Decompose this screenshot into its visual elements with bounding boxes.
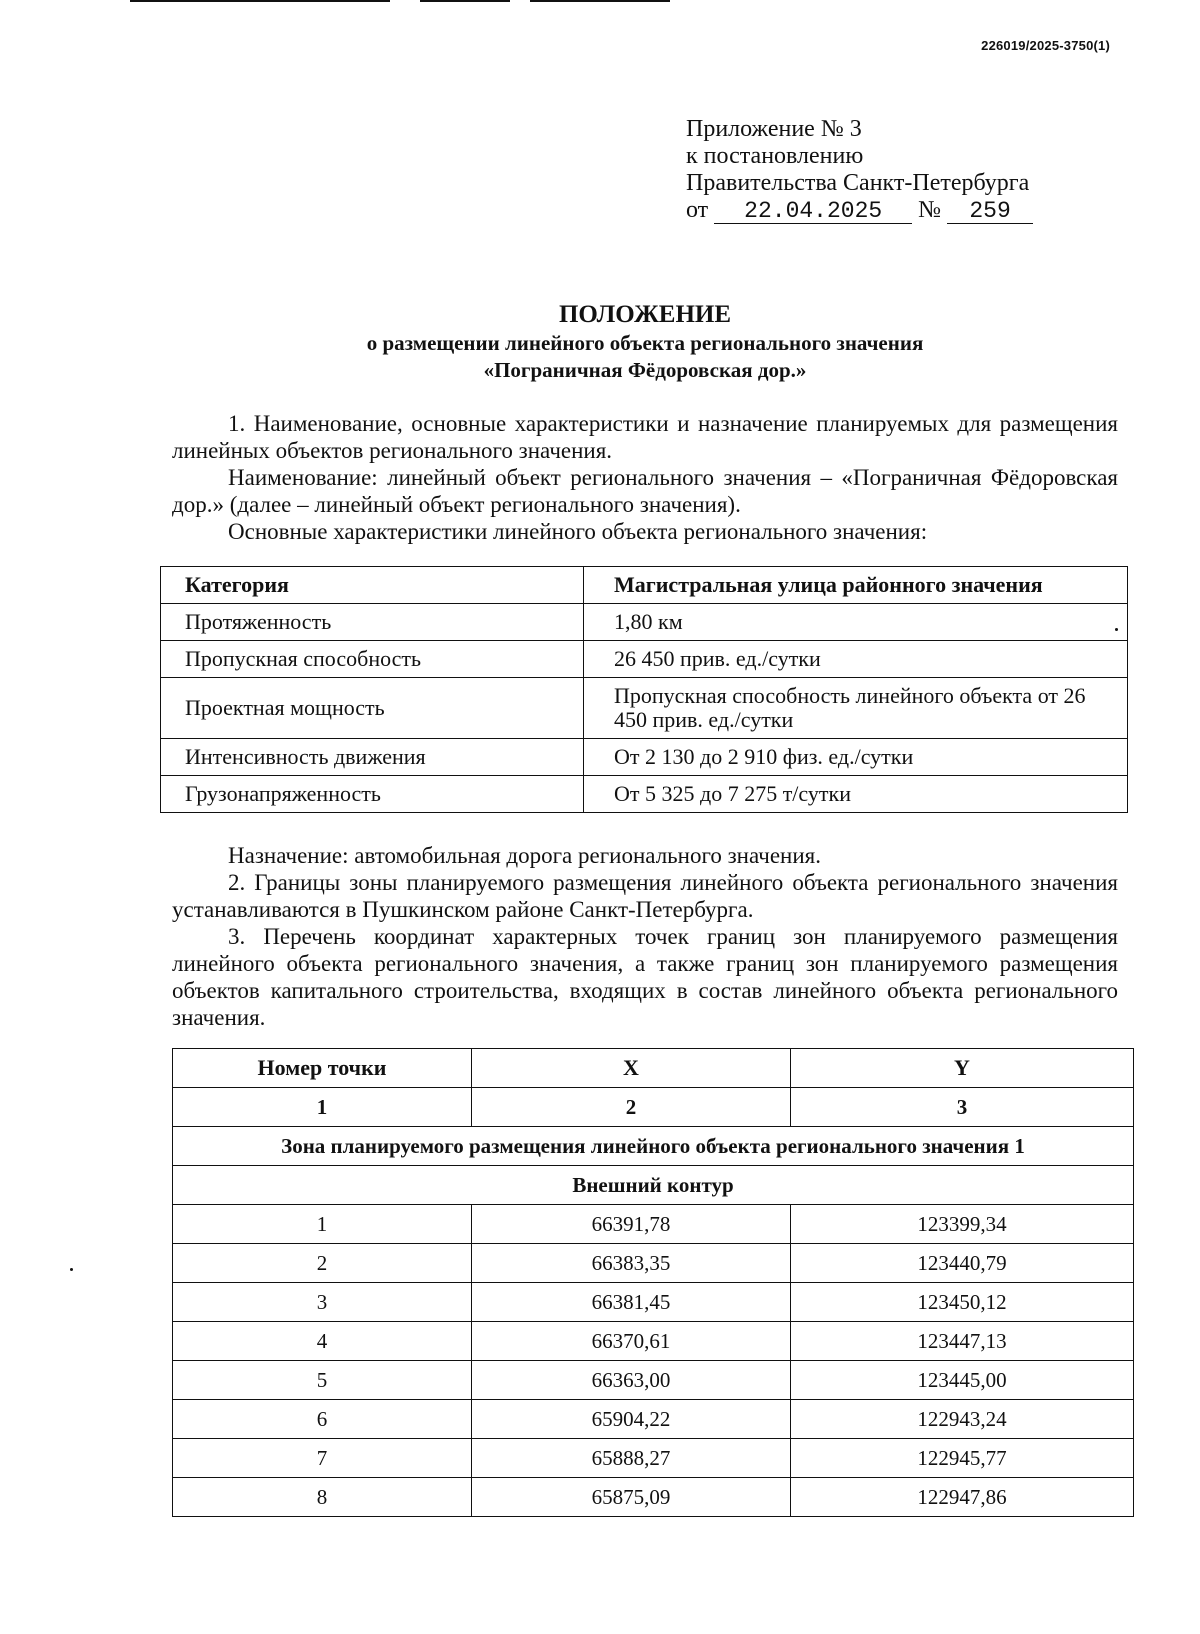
table-header-row xyxy=(161,567,1128,604)
contour-title-row xyxy=(173,1166,1134,1205)
appendix-block xyxy=(686,116,1086,227)
appendix-date-line xyxy=(686,197,1086,227)
scan-top-edge xyxy=(0,0,1200,4)
coord-x: 66391,78 xyxy=(472,1205,791,1244)
table-cell: Пропускная способность xyxy=(161,641,584,678)
appendix-line-2: к постановлению xyxy=(686,143,864,169)
table-row xyxy=(173,1361,1134,1400)
coord-y: 122943,24 xyxy=(791,1400,1134,1439)
coord-y: 123399,34 xyxy=(791,1205,1134,1244)
header-cell: Категория xyxy=(161,567,584,604)
title-subtitle: о размещении линейного объекта регионального значения xyxy=(366,331,924,355)
coord-y: 123450,12 xyxy=(791,1283,1134,1322)
decree-number: 259 xyxy=(947,199,1033,224)
document-title xyxy=(0,300,1200,384)
document-id: 226019/2025-3750(1) xyxy=(981,38,1110,53)
coord-x: 65875,09 xyxy=(472,1478,791,1517)
coordinates-table xyxy=(172,1048,1134,1517)
decree-date: 22.04.2025 xyxy=(714,199,912,224)
title-object-name: «Пограничная Фёдоровская дор.» xyxy=(483,358,807,382)
column-number-cell: 1 xyxy=(173,1088,472,1127)
table-cell: От 2 130 до 2 910 физ. ед./сутки xyxy=(584,739,1128,776)
coord-x: 65904,22 xyxy=(472,1400,791,1439)
scan-speck xyxy=(70,1268,73,1271)
table-row xyxy=(173,1439,1134,1478)
header-cell: Y xyxy=(791,1049,1134,1088)
point-number: 2 xyxy=(173,1244,472,1283)
section-1 xyxy=(172,410,1118,545)
coord-x: 65888,27 xyxy=(472,1439,791,1478)
column-number-cell: 2 xyxy=(472,1088,791,1127)
table-cell: 1,80 км xyxy=(584,604,1128,641)
column-number-cell: 3 xyxy=(791,1088,1134,1127)
coord-y: 122947,86 xyxy=(791,1478,1134,1517)
contour-title: Внешний контур xyxy=(173,1166,1134,1205)
scan-speck xyxy=(1115,628,1118,631)
table-cell: Интенсивность движения xyxy=(161,739,584,776)
table-cell: Протяженность xyxy=(161,604,584,641)
coord-x: 66370,61 xyxy=(472,1322,791,1361)
purpose-text: Назначение: автомобильная дорога регионального значения. xyxy=(228,843,821,868)
coord-x: 66363,00 xyxy=(472,1361,791,1400)
appendix-line-3: Правительства Санкт-Петербурга xyxy=(686,170,1030,196)
point-number: 1 xyxy=(173,1205,472,1244)
point-number: 6 xyxy=(173,1400,472,1439)
point-number: 3 xyxy=(173,1283,472,1322)
table-row xyxy=(173,1478,1134,1517)
characteristics-table xyxy=(160,566,1128,813)
appendix-line-1: Приложение № 3 xyxy=(686,116,862,142)
section-1-heading: 1. Наименование, основные характеристики и назначение планируемых для размещения линейных объектов регионального значения. xyxy=(172,411,1118,463)
section-3: 3. Перечень координат характерных точек границ зон планируемого размещения линейного объекта регионального значения, а также границ зон планируемого размещения объектов капитального строительства, входящих в состав линейного объекта регионального значения. xyxy=(172,924,1118,1030)
coord-x: 66383,35 xyxy=(472,1244,791,1283)
column-number-row xyxy=(173,1088,1134,1127)
table-cell: Грузонапряженность xyxy=(161,776,584,813)
table-row xyxy=(161,739,1128,776)
table-row xyxy=(173,1205,1134,1244)
table-row xyxy=(161,604,1128,641)
header-cell: X xyxy=(472,1049,791,1088)
table-cell: 26 450 прив. ед./сутки xyxy=(584,641,1128,678)
table-cell: Проектная мощность xyxy=(161,678,584,739)
coord-y: 122945,77 xyxy=(791,1439,1134,1478)
table-row xyxy=(173,1244,1134,1283)
title-heading: ПОЛОЖЕНИЕ xyxy=(558,301,732,328)
header-cell: Магистральная улица районного значения xyxy=(584,567,1128,604)
coord-y: 123447,13 xyxy=(791,1322,1134,1361)
point-number: 4 xyxy=(173,1322,472,1361)
coord-y: 123445,00 xyxy=(791,1361,1134,1400)
point-number: 8 xyxy=(173,1478,472,1517)
zone-title: Зона планируемого размещения линейного объекта регионального значения 1 xyxy=(173,1127,1134,1166)
zone-title-row xyxy=(173,1127,1134,1166)
table-cell: От 5 325 до 7 275 т/сутки xyxy=(584,776,1128,813)
section-2: 2. Границы зоны планируемого размещения линейного объекта регионального значения устанавливаются в Пушкинском районе Санкт-Петербурга. xyxy=(172,870,1118,922)
table-row xyxy=(161,678,1128,739)
number-label: № xyxy=(918,197,942,223)
section-1-name: Наименование: линейный объект регионального значения – «Пограничная Фёдоровская дор.» (далее – линейный объект регионального значения). xyxy=(172,465,1118,517)
sections-2-3 xyxy=(172,842,1118,1031)
table-row xyxy=(173,1283,1134,1322)
table-row xyxy=(173,1400,1134,1439)
table-header-row xyxy=(173,1049,1134,1088)
coord-y: 123440,79 xyxy=(791,1244,1134,1283)
coord-x: 66381,45 xyxy=(472,1283,791,1322)
point-number: 5 xyxy=(173,1361,472,1400)
table-cell: Пропускная способность линейного объекта от 26 450 прив. ед./сутки xyxy=(584,678,1128,739)
point-number: 7 xyxy=(173,1439,472,1478)
table-row xyxy=(161,776,1128,813)
table-row xyxy=(173,1322,1134,1361)
section-1-intro: Основные характеристики линейного объекта регионального значения: xyxy=(228,519,928,544)
header-cell: Номер точки xyxy=(173,1049,472,1088)
from-label: от xyxy=(686,197,709,223)
table-row xyxy=(161,641,1128,678)
